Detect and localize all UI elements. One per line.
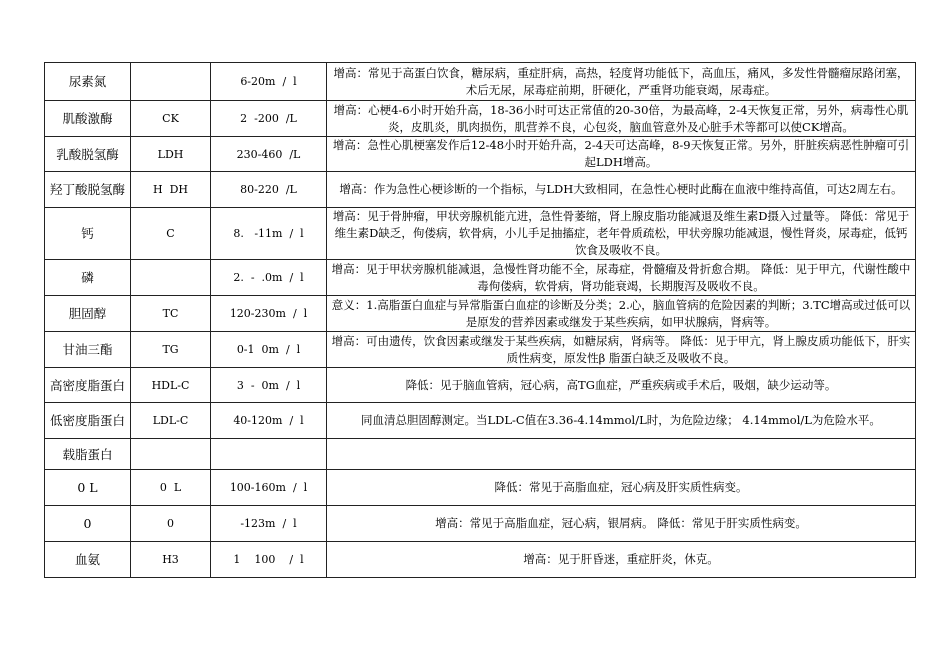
table-row <box>45 506 916 542</box>
reference-range-cell: -123m / l <box>211 506 327 542</box>
clinical-meaning-cell: 增高：见于甲状旁腺机能减退，急慢性肾功能不全，尿毒症，骨髓瘤及骨折愈合期。 降低：见于甲亢，代谢性酸中毒佝偻病，软骨病，肾功能衰竭，长期腹泻及吸收不良。 <box>327 260 916 296</box>
table-row <box>45 208 916 260</box>
clinical-meaning-cell: 同血清总胆固醇测定。当LDL-C值在3.36-4.14mmol/L时，为危险边缘； 4.14mmol/L为危险水平。 <box>327 403 916 439</box>
abbreviation-cell: C <box>131 208 211 260</box>
abbreviation-cell: TC <box>131 296 211 332</box>
table-row <box>45 542 916 578</box>
abbreviation-cell: LDL-C <box>131 403 211 439</box>
clinical-meaning-cell: 降低：见于脑血管病，冠心病，高TG血症，严重疾病或手术后，吸烟，缺少运动等。 <box>327 368 916 403</box>
reference-range-cell <box>211 439 327 470</box>
clinical-meaning-cell: 增高：心梗4-6小时开始升高，18-36小时可达正常值的20-30倍，为最高峰，2-4天恢复正常，另外，病毒性心肌炎，皮肌炎，肌肉损伤，肌营养不良，心包炎，脑血管意外及心脏手术等都可以使CK增高。 <box>327 101 916 137</box>
table-row <box>45 260 916 296</box>
clinical-meaning-cell: 增高：可由遗传，饮食因素或继发于某些疾病，如糖尿病，肾病等。 降低：见于甲亢，肾上腺皮质功能低下，肝实质性病变，原发性β 脂蛋白缺乏及吸收不良。 <box>327 332 916 368</box>
table-row <box>45 172 916 208</box>
table-row <box>45 101 916 137</box>
abbreviation-cell: 0 <box>131 506 211 542</box>
test-name-cell: 肌酸激酶 <box>45 101 131 137</box>
reference-range-cell: 8. -11m / l <box>211 208 327 260</box>
abbreviation-cell: HDL-C <box>131 368 211 403</box>
reference-range-cell: 6-20m / l <box>211 63 327 101</box>
test-name-cell: 羟丁酸脱氢酶 <box>45 172 131 208</box>
clinical-meaning-cell: 增高：见于肝昏迷，重症肝炎，休克。 <box>327 542 916 578</box>
abbreviation-cell: TG <box>131 332 211 368</box>
clinical-meaning-cell: 增高：急性心肌梗塞发作后12-48小时开始升高，2-4天可达高峰，8-9天恢复正常。另外，肝脏疾病恶性肿瘤可引起LDH增高。 <box>327 137 916 172</box>
abbreviation-cell <box>131 63 211 101</box>
test-name-cell: 载脂蛋白 <box>45 439 131 470</box>
reference-range-cell: 2. - .0m / l <box>211 260 327 296</box>
table-row <box>45 296 916 332</box>
test-name-cell: 血氨 <box>45 542 131 578</box>
test-name-cell: 乳酸脱氢酶 <box>45 137 131 172</box>
clinical-meaning-cell: 意义：1.高脂蛋白血症与异常脂蛋白血症的诊断及分类；2.心，脑血管病的危险因素的判断；3.TC增高或过低可以是原发的营养因素或继发于某些疾病，如甲状腺病，肾病等。 <box>327 296 916 332</box>
clinical-meaning-cell <box>327 439 916 470</box>
reference-range-cell: 230-460 /L <box>211 137 327 172</box>
reference-range-cell: 100-160m / l <box>211 470 327 506</box>
abbreviation-cell: H3 <box>131 542 211 578</box>
clinical-meaning-cell: 增高：作为急性心梗诊断的一个指标，与LDH大致相同，在急性心梗时此酶在血液中维持高值，可达2周左右。 <box>327 172 916 208</box>
clinical-meaning-cell: 降低：常见于高脂血症，冠心病及肝实质性病变。 <box>327 470 916 506</box>
reference-range-cell: 0-1 0m / l <box>211 332 327 368</box>
test-name-cell: 尿素氮 <box>45 63 131 101</box>
table-row <box>45 439 916 470</box>
reference-range-cell: 3 - 0m / l <box>211 368 327 403</box>
reference-range-cell: 1 100 / l <box>211 542 327 578</box>
table-row <box>45 368 916 403</box>
table-row <box>45 332 916 368</box>
reference-range-cell: 40-120m / l <box>211 403 327 439</box>
reference-range-cell: 80-220 /L <box>211 172 327 208</box>
clinical-meaning-cell: 增高：常见于高脂血症，冠心病，银屑病。 降低：常见于肝实质性病变。 <box>327 506 916 542</box>
test-name-cell: 磷 <box>45 260 131 296</box>
table-row <box>45 63 916 101</box>
abbreviation-cell <box>131 260 211 296</box>
reference-range-cell: 120-230m / l <box>211 296 327 332</box>
test-name-cell: 胆固醇 <box>45 296 131 332</box>
abbreviation-cell <box>131 439 211 470</box>
table-row <box>45 470 916 506</box>
test-name-cell: 甘油三酯 <box>45 332 131 368</box>
test-name-cell: 高密度脂蛋白 <box>45 368 131 403</box>
abbreviation-cell: CK <box>131 101 211 137</box>
clinical-meaning-cell: 增高：见于骨肿瘤，甲状旁腺机能亢进，急性骨萎缩，肾上腺皮脂功能减退及维生素D摄入过量等。 降低：常见于维生素D缺乏，佝偻病，软骨病，小儿手足抽搐症，老年骨质疏松，甲状旁腺功能减退，慢性肾炎，尿毒症，低钙饮食及吸收不良。 <box>327 208 916 260</box>
test-name-cell: 0 L <box>45 470 131 506</box>
test-name-cell: 低密度脂蛋白 <box>45 403 131 439</box>
clinical-meaning-cell: 增高：常见于高蛋白饮食，糖尿病，重症肝病，高热，轻度肾功能低下，高血压，痛风，多发性骨髓瘤尿路闭塞，术后无尿，尿毒症前期，肝硬化，严重肾功能衰竭，尿毒症。 <box>327 63 916 101</box>
abbreviation-cell: 0 L <box>131 470 211 506</box>
abbreviation-cell: H DH <box>131 172 211 208</box>
abbreviation-cell: LDH <box>131 137 211 172</box>
lab-reference-table <box>44 62 916 578</box>
table-row <box>45 403 916 439</box>
test-name-cell: 钙 <box>45 208 131 260</box>
reference-range-cell: 2 -200 /L <box>211 101 327 137</box>
test-name-cell: 0 <box>45 506 131 542</box>
table-row <box>45 137 916 172</box>
